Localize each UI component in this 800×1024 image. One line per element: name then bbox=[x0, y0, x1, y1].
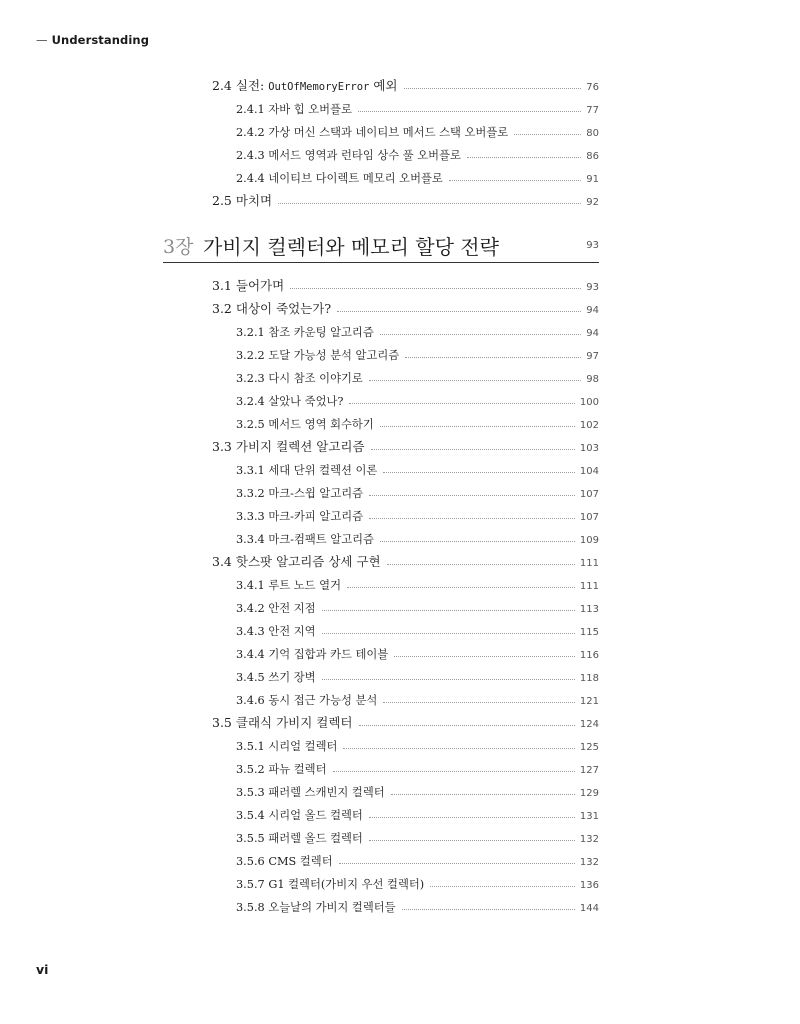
toc-entry-page: 102 bbox=[579, 420, 599, 431]
toc-entry-title bbox=[236, 899, 396, 915]
toc-entry-page: 113 bbox=[579, 604, 599, 615]
dot-leader bbox=[387, 564, 575, 565]
toc-entry-text: 실전: bbox=[235, 78, 269, 93]
toc-entry-number: 3.5.7 bbox=[236, 878, 265, 891]
toc-entry-page: 131 bbox=[579, 811, 599, 822]
toc-entry-title bbox=[236, 393, 343, 409]
toc-entry[interactable] bbox=[212, 437, 599, 455]
toc-entry-text: 동시 접근 가능성 분석 bbox=[268, 694, 378, 707]
toc-entry-title bbox=[236, 830, 363, 846]
toc-entry[interactable] bbox=[236, 506, 599, 524]
toc-entry-number: 3.4.3 bbox=[236, 625, 265, 638]
toc-entry-page: 76 bbox=[586, 82, 599, 93]
chapter-heading[interactable] bbox=[163, 230, 599, 263]
toc-entry[interactable] bbox=[236, 322, 599, 340]
dot-leader bbox=[333, 771, 575, 772]
toc-entry[interactable] bbox=[236, 145, 599, 163]
dot-leader bbox=[369, 840, 575, 841]
toc-entry-page: 104 bbox=[579, 466, 599, 477]
chapter-title: 가비지 컬렉터와 메모리 할당 전략 bbox=[203, 235, 499, 259]
toc-entry-text: 루트 노드 열거 bbox=[268, 579, 342, 592]
toc-entry-number: 3.5.5 bbox=[236, 832, 265, 845]
toc-entry[interactable] bbox=[212, 713, 599, 731]
toc-entry-title bbox=[212, 299, 331, 317]
toc-entry-text: 마크-컴팩트 알고리즘 bbox=[268, 533, 374, 546]
toc-entry[interactable] bbox=[236, 851, 599, 869]
chapter-page-number: 93 bbox=[586, 240, 599, 251]
toc-entry[interactable] bbox=[212, 76, 599, 94]
toc-entry-text: 살았나 죽었나? bbox=[268, 395, 344, 408]
toc-entry-text: CMS 컬렉터 bbox=[268, 855, 333, 868]
toc-entry-page: 115 bbox=[579, 627, 599, 638]
dot-leader bbox=[405, 357, 581, 358]
toc-entry[interactable] bbox=[236, 99, 599, 117]
toc-entry[interactable] bbox=[212, 299, 599, 317]
dot-leader bbox=[383, 702, 575, 703]
toc-entry[interactable] bbox=[236, 805, 599, 823]
toc-entry-title bbox=[236, 577, 341, 593]
dot-leader bbox=[383, 472, 575, 473]
dot-leader bbox=[391, 794, 575, 795]
toc-entry-text: 마치며 bbox=[235, 193, 273, 208]
toc-entry-number: 3.2.5 bbox=[236, 418, 265, 431]
toc-entry-number: 2.4.3 bbox=[236, 149, 265, 162]
toc-entry-title bbox=[236, 807, 363, 823]
toc-entry-page: 80 bbox=[586, 128, 599, 139]
toc-entry-number: 2.4.2 bbox=[236, 126, 265, 139]
toc-entry[interactable] bbox=[236, 391, 599, 409]
toc-entry-text: 시리얼 컬렉터 bbox=[268, 740, 338, 753]
toc-entry-text: 파뉴 컬렉터 bbox=[268, 763, 327, 776]
toc-entry-title bbox=[212, 191, 272, 209]
toc-entry-title bbox=[236, 600, 316, 616]
toc-entry-number: 3.3.4 bbox=[236, 533, 265, 546]
toc-entry-number: 3.2 bbox=[212, 301, 232, 316]
toc-entry-page: 111 bbox=[579, 581, 599, 592]
toc-entry[interactable] bbox=[236, 598, 599, 616]
toc-entry-page: 121 bbox=[579, 696, 599, 707]
dot-leader bbox=[369, 518, 575, 519]
toc-entry-title bbox=[236, 124, 508, 140]
toc-entry-text: 마크-카피 알고리즘 bbox=[268, 510, 364, 523]
toc-entry-number: 3.5.3 bbox=[236, 786, 265, 799]
toc-entry-page: 144 bbox=[579, 903, 599, 914]
toc-entry-text: 들어가며 bbox=[235, 278, 285, 293]
toc-entry-title bbox=[236, 761, 327, 777]
toc-entry-title bbox=[236, 485, 363, 501]
toc-entry-text: 네이티브 다이렉트 메모리 오버플로 bbox=[268, 172, 443, 185]
toc-entry[interactable] bbox=[236, 759, 599, 777]
toc-entry-title bbox=[212, 713, 353, 731]
dot-leader bbox=[394, 656, 575, 657]
toc-entry-page: 103 bbox=[579, 443, 599, 454]
toc-entry-number: 3.2.4 bbox=[236, 395, 265, 408]
toc-entry-number: 3.5.8 bbox=[236, 901, 265, 914]
toc-entry-number: 3.5.1 bbox=[236, 740, 265, 753]
toc-entry-title bbox=[212, 552, 381, 570]
dot-leader bbox=[380, 334, 582, 335]
toc-entry-text: 자바 힙 오버플로 bbox=[268, 103, 352, 116]
running-header bbox=[36, 33, 149, 47]
toc-entry-text: 마크-스윕 알고리즘 bbox=[268, 487, 364, 500]
header-dash: — bbox=[36, 33, 48, 47]
toc-entry-page: 118 bbox=[579, 673, 599, 684]
toc-entry-number: 3.4.6 bbox=[236, 694, 265, 707]
dot-leader bbox=[343, 748, 574, 749]
dot-leader bbox=[347, 587, 575, 588]
toc-entry-number: 2.5 bbox=[212, 193, 232, 208]
toc-entry-number: 3.5 bbox=[212, 715, 232, 730]
toc-entry-title bbox=[236, 738, 337, 754]
toc-entry[interactable] bbox=[236, 483, 599, 501]
dot-leader bbox=[337, 311, 581, 312]
toc-entry-text: 오늘날의 가비지 컬렉터들 bbox=[268, 901, 396, 914]
toc-entry-number: 2.4 bbox=[212, 78, 232, 93]
toc-entry-title bbox=[236, 646, 388, 662]
dot-leader bbox=[449, 180, 581, 181]
toc-entry-text: 메서드 영역 회수하기 bbox=[268, 418, 374, 431]
toc-entry-title bbox=[236, 347, 399, 363]
toc-entry-text: 기억 집합과 카드 테이블 bbox=[268, 648, 389, 661]
toc-entry-number: 3.5.6 bbox=[236, 855, 265, 868]
toc-entry-title bbox=[212, 76, 398, 94]
dot-leader bbox=[404, 88, 582, 89]
toc-entry-title bbox=[236, 508, 363, 524]
toc-entry[interactable] bbox=[236, 897, 599, 915]
dot-leader bbox=[380, 541, 575, 542]
toc-entry-page: 127 bbox=[579, 765, 599, 776]
toc-entry-page: 132 bbox=[579, 857, 599, 868]
toc-entry-number: 3.1 bbox=[212, 278, 232, 293]
dot-leader bbox=[290, 288, 581, 289]
toc-entry-text: 안전 지점 bbox=[268, 602, 316, 615]
toc-entry-number: 2.4.1 bbox=[236, 103, 265, 116]
toc-entry-number: 3.5.2 bbox=[236, 763, 265, 776]
toc-entry-number: 3.2.2 bbox=[236, 349, 265, 362]
dot-leader bbox=[322, 679, 575, 680]
dot-leader bbox=[467, 157, 581, 158]
toc-entry-number: 3.5.4 bbox=[236, 809, 265, 822]
toc-entry-number: 3.2.3 bbox=[236, 372, 265, 385]
toc-entry-page: 92 bbox=[586, 197, 599, 208]
toc-entry[interactable] bbox=[236, 828, 599, 846]
toc-entry-page: 93 bbox=[586, 282, 599, 293]
toc-entry[interactable] bbox=[236, 368, 599, 386]
toc-entry-page: 129 bbox=[579, 788, 599, 799]
toc-entry[interactable] bbox=[236, 621, 599, 639]
toc-entry[interactable] bbox=[236, 122, 599, 140]
toc-entry-page: 107 bbox=[579, 489, 599, 500]
toc-entry-title bbox=[236, 462, 377, 478]
toc-entry-code: OutOfMemoryError bbox=[268, 81, 370, 93]
toc-entry[interactable] bbox=[212, 191, 599, 209]
toc-entry[interactable] bbox=[212, 552, 599, 570]
toc-entry-page: 94 bbox=[586, 328, 599, 339]
toc-entry-title bbox=[236, 876, 424, 892]
toc-entry-page: 86 bbox=[586, 151, 599, 162]
toc-entry[interactable] bbox=[236, 644, 599, 662]
toc-entry-page: 124 bbox=[579, 719, 599, 730]
toc-entry-title bbox=[236, 669, 316, 685]
toc-entry[interactable] bbox=[236, 345, 599, 363]
toc-entry-number: 3.2.1 bbox=[236, 326, 265, 339]
page-folio: vi bbox=[36, 962, 49, 977]
toc-entry-suffix: 예외 bbox=[369, 78, 398, 93]
toc-entry[interactable] bbox=[236, 414, 599, 432]
toc-entry-number: 3.3 bbox=[212, 439, 232, 454]
dot-leader bbox=[369, 495, 575, 496]
dot-leader bbox=[371, 449, 575, 450]
toc-entry-number: 2.4.4 bbox=[236, 172, 265, 185]
toc-entry-text: 다시 참조 이야기로 bbox=[268, 372, 363, 385]
toc-entry-title bbox=[236, 623, 316, 639]
toc-entry-number: 3.3.3 bbox=[236, 510, 265, 523]
toc-entry-text: 패러렐 올드 컬렉터 bbox=[268, 832, 363, 845]
toc-entry-page: 132 bbox=[579, 834, 599, 845]
toc-entry-text: 가비지 컬렉션 알고리즘 bbox=[235, 439, 365, 454]
toc-entry-text: 대상이 죽었는가? bbox=[235, 301, 332, 316]
toc-entry-title bbox=[236, 147, 461, 163]
dot-leader bbox=[322, 633, 575, 634]
dot-leader bbox=[514, 134, 581, 135]
toc-entry-page: 77 bbox=[586, 105, 599, 116]
dot-leader bbox=[402, 909, 575, 910]
toc-entry-text: G1 컬렉터(가비지 우선 컬렉터) bbox=[268, 878, 425, 891]
toc-entry-page: 91 bbox=[586, 174, 599, 185]
toc-entry-number: 3.4.1 bbox=[236, 579, 265, 592]
toc-entry-text: 클래식 가비지 컬렉터 bbox=[235, 715, 353, 730]
dot-leader bbox=[278, 203, 581, 204]
toc-entry-text: 세대 단위 컬렉션 이론 bbox=[268, 464, 378, 477]
toc-entry[interactable] bbox=[236, 736, 599, 754]
dot-leader bbox=[430, 886, 575, 887]
toc-entry-number: 3.4.5 bbox=[236, 671, 265, 684]
toc-entry-text: 가상 머신 스택과 네이티브 메서드 스택 오버플로 bbox=[268, 126, 509, 139]
dot-leader bbox=[322, 610, 575, 611]
toc-entry-page: 109 bbox=[579, 535, 599, 546]
toc-entry-number: 3.4.4 bbox=[236, 648, 265, 661]
toc-entry[interactable] bbox=[236, 168, 599, 186]
toc-entry-text: 참조 카운팅 알고리즘 bbox=[268, 326, 374, 339]
chapter-number: 3장 bbox=[163, 236, 194, 258]
toc-entry-text: 도달 가능성 분석 알고리즘 bbox=[268, 349, 400, 362]
toc-entry-title bbox=[236, 531, 374, 547]
toc-entry-title bbox=[236, 170, 443, 186]
toc-entry[interactable] bbox=[236, 782, 599, 800]
dot-leader bbox=[369, 817, 575, 818]
toc-entry-text: 핫스팟 알고리즘 상세 구현 bbox=[235, 554, 381, 569]
toc-entry-page: 125 bbox=[579, 742, 599, 753]
toc-entry-number: 3.3.1 bbox=[236, 464, 265, 477]
toc-entry[interactable] bbox=[236, 529, 599, 547]
toc-entry-title bbox=[236, 784, 385, 800]
dot-leader bbox=[349, 403, 574, 404]
toc-entry-number: 3.4.2 bbox=[236, 602, 265, 615]
toc-entry[interactable] bbox=[212, 276, 599, 294]
toc-entry-page: 136 bbox=[579, 880, 599, 891]
toc-entry-title bbox=[236, 853, 333, 869]
toc-entry-number: 3.4 bbox=[212, 554, 232, 569]
toc-entry-title bbox=[212, 276, 284, 294]
dot-leader bbox=[339, 863, 575, 864]
header-section-title: Understanding bbox=[51, 33, 150, 47]
toc-entry-page: 116 bbox=[579, 650, 599, 661]
toc-entry-text: 메서드 영역과 런타임 상수 풀 오버플로 bbox=[268, 149, 461, 162]
toc-entry-text: 쓰기 장벽 bbox=[268, 671, 316, 684]
dot-leader bbox=[358, 111, 581, 112]
toc-entry-page: 98 bbox=[586, 374, 599, 385]
toc-entry-title bbox=[236, 370, 363, 386]
toc-entry-text: 패러렐 스캐빈지 컬렉터 bbox=[268, 786, 385, 799]
toc-entry-text: 안전 지역 bbox=[268, 625, 316, 638]
toc-entry[interactable] bbox=[236, 874, 599, 892]
toc-entry-title bbox=[236, 692, 377, 708]
toc-entry-page: 94 bbox=[586, 305, 599, 316]
toc-entry-title bbox=[236, 324, 374, 340]
toc-entry-page: 111 bbox=[579, 558, 599, 569]
toc-entry-title bbox=[236, 101, 352, 117]
toc-entry-text: 시리얼 올드 컬렉터 bbox=[268, 809, 363, 822]
dot-leader bbox=[380, 426, 575, 427]
dot-leader bbox=[369, 380, 581, 381]
toc-entry[interactable] bbox=[236, 460, 599, 478]
toc-entry-title bbox=[236, 416, 374, 432]
dot-leader bbox=[359, 725, 575, 726]
toc-entry-page: 97 bbox=[586, 351, 599, 362]
toc-entry[interactable] bbox=[236, 667, 599, 685]
toc-entry-page: 107 bbox=[579, 512, 599, 523]
toc-entry-page: 100 bbox=[579, 397, 599, 408]
toc-entry-number: 3.3.2 bbox=[236, 487, 265, 500]
toc-entry[interactable] bbox=[236, 690, 599, 708]
toc-entry-title bbox=[212, 437, 365, 455]
toc-entry[interactable] bbox=[236, 575, 599, 593]
